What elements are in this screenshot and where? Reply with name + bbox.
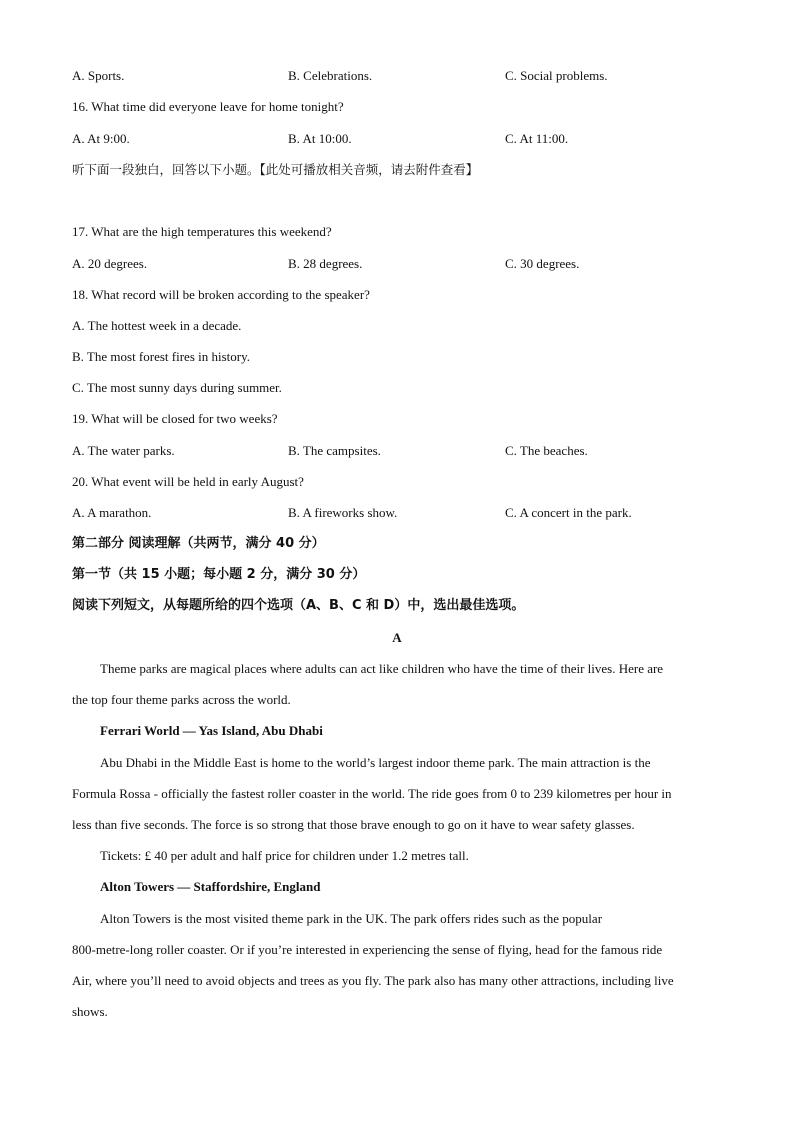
park1-line-2: Formula Rossa - officially the fastest roller coaster in the world. The ride goes from 0 to 239 kilometres per hour in: [72, 786, 672, 801]
park2-line-2: 800-metre-long roller coaster. Or if you’re interested in experiencing the sense of flying, head for the famous ride: [72, 942, 663, 957]
q20-question: 20. What event will be held in early August?: [72, 474, 304, 489]
q17-question: 17. What are the high temperatures this weekend?: [72, 224, 332, 239]
q16-option-b: B. At 10:00.: [288, 131, 352, 146]
part2-heading: 第二部分 阅读理解（共两节，满分 40 分）: [72, 536, 325, 551]
intro-line-1: Theme parks are magical places where adults can act like children who have the time of their lives. Here are: [100, 661, 664, 676]
park1-line-1: Abu Dhabi in the Middle East is home to the world’s largest indoor theme park. The main attraction is the: [100, 755, 651, 770]
q20-option-c: C. A concert in the park.: [505, 505, 632, 520]
q17-option-a: A. 20 degrees.: [72, 256, 148, 271]
q15-option-a: A. Sports.: [72, 68, 125, 83]
park1-line-3: less than five seconds. The force is so strong that those brave enough to go on it have to wear safety glasses.: [72, 817, 635, 832]
monologue-instruction: 听下面一段独白，回答以下小题。【此处可播放相关音频，请去附件查看】: [72, 162, 479, 177]
park1-tickets: Tickets: £ 40 per adult and half price for children under 1.2 metres tall.: [100, 848, 469, 863]
q19-question: 19. What will be closed for two weeks?: [72, 411, 278, 426]
q16-option-a: A. At 9:00.: [72, 131, 130, 146]
q18-option-a: A. The hottest week in a decade.: [72, 318, 242, 333]
intro-line-2: the top four theme parks across the world.: [72, 692, 291, 707]
q15-option-b: B. Celebrations.: [288, 68, 373, 83]
q19-option-a: A. The water parks.: [72, 443, 175, 458]
park1-title: Ferrari World — Yas Island, Abu Dhabi: [100, 723, 323, 738]
q19-option-b: B. The campsites.: [288, 443, 381, 458]
reading-instruction: 阅读下列短文，从每题所给的四个选项（A、B、C 和 D）中，选出最佳选项。: [72, 598, 525, 613]
section1-heading: 第一节（共 15 小题；每小题 2 分，满分 30 分）: [72, 567, 366, 582]
passage-letter: A: [392, 630, 402, 645]
q16-question: 16. What time did everyone leave for home tonight?: [72, 99, 344, 114]
park2-line-3: Air, where you’ll need to avoid objects and trees as you fly. The park also has many other attractions, including live: [72, 973, 674, 988]
q20-option-a: A. A marathon.: [72, 505, 152, 520]
q20-option-b: B. A fireworks show.: [288, 505, 398, 520]
q19-option-c: C. The beaches.: [505, 443, 588, 458]
q16-option-c: C. At 11:00.: [505, 131, 569, 146]
q18-option-b: B. The most forest fires in history.: [72, 349, 251, 364]
park2-title: Alton Towers — Staffordshire, England: [100, 879, 321, 894]
park2-line-1: Alton Towers is the most visited theme park in the UK. The park offers rides such as the popular: [100, 911, 603, 926]
q15-option-c: C. Social problems.: [505, 68, 608, 83]
q17-option-c: C. 30 degrees.: [505, 256, 580, 271]
q18-option-c: C. The most sunny days during summer.: [72, 380, 282, 395]
park2-line-4: shows.: [72, 1004, 108, 1019]
q18-question: 18. What record will be broken according to the speaker?: [72, 287, 370, 302]
q17-option-b: B. 28 degrees.: [288, 256, 363, 271]
